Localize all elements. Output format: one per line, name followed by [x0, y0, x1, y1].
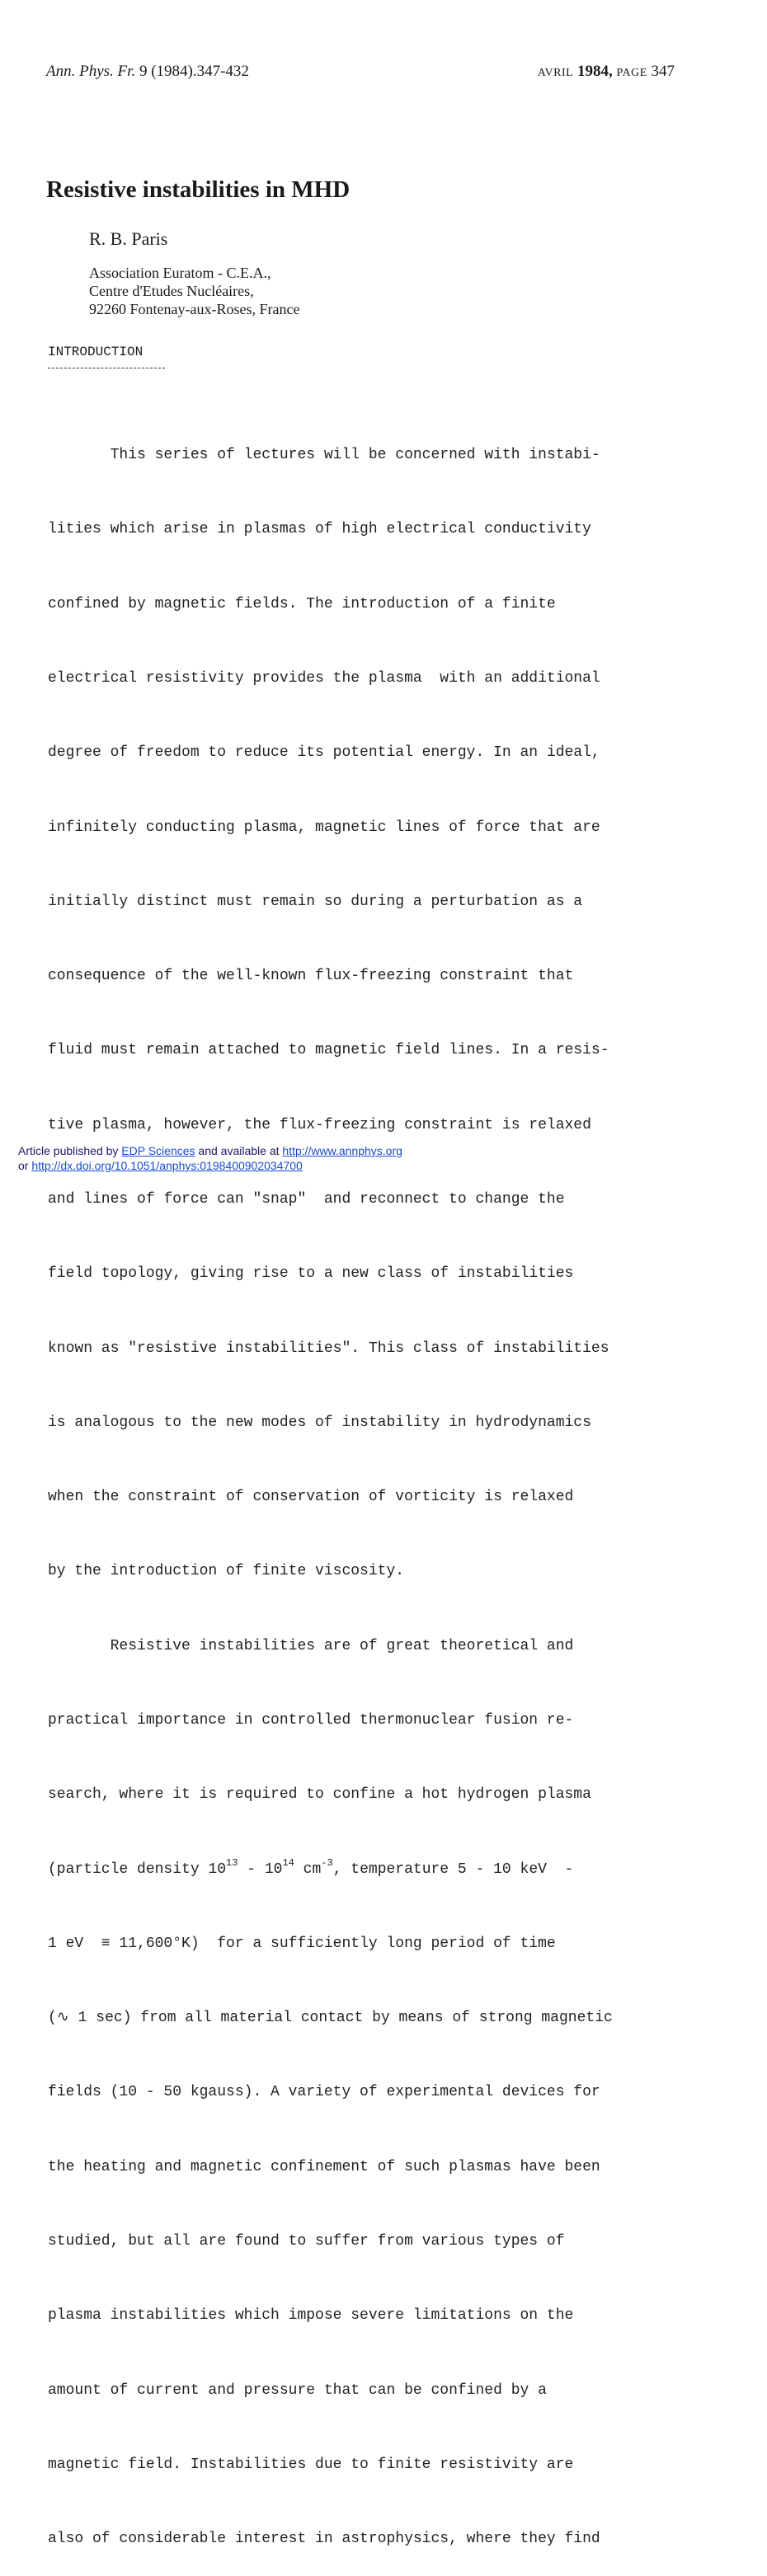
volume: 9	[139, 63, 148, 80]
body-line: consequence of the well-known flux-freezing constraint that	[48, 968, 574, 985]
body-line: plasma instabilities which impose severe limitations on the	[48, 2307, 574, 2325]
footer-line-2	[18, 1158, 402, 1173]
density-unit: cm	[294, 1860, 322, 1878]
running-header-date	[538, 63, 675, 81]
body-line-density	[48, 1857, 683, 1882]
body-line: fields (10 - 50 kgauss). A variety of experimental devices for	[48, 2084, 600, 2101]
month: AVRIL	[537, 67, 574, 79]
body-line: practical importance in controlled thermonuclear fusion re-	[48, 1711, 574, 1729]
affiliation	[89, 264, 299, 318]
body-line: (∿ 1 sec) from all material contact by means of strong magnetic	[48, 2010, 613, 2027]
body-line: This series of lectures will be concerned with instabi-	[48, 447, 600, 464]
body-line: the heating and magnetic confinement of such plasmas have been	[48, 2158, 600, 2175]
running-header-citation	[46, 63, 249, 81]
body-line: degree of freedom to reduce its potential energy. In an ideal,	[48, 744, 600, 762]
page-label: PAGE	[616, 67, 647, 79]
unit-exponent: -3	[321, 1856, 333, 1869]
author: R. B. Paris	[89, 228, 168, 249]
body-line: confined by magnetic fields. The introduction of a finite	[48, 595, 556, 612]
body-line: known as "resistive instabilities". This class of instabilities	[48, 1340, 609, 1357]
section-heading: INTRODUCTION	[48, 345, 144, 359]
body-line: electrical resistivity provides the plasma with an additional	[48, 670, 600, 687]
affiliation-line: 92260 Fontenay-aux-Roses, France	[89, 301, 300, 317]
body-line: field topology, giving rise to a new class of instabilities	[48, 1265, 574, 1283]
density-mid: - 10	[238, 1860, 283, 1878]
body-line: search, where it is required to confine a hot hydrogen plasma	[48, 1786, 591, 1804]
body-line: infinitely conducting plasma, magnetic lines of force that are	[48, 819, 600, 836]
body-line: tive plasma, however, the flux-freezing constraint is relaxed	[48, 1116, 591, 1133]
body-line: is analogous to the new modes of instability in hydrodynamics	[48, 1414, 591, 1431]
density-exponent: 13	[226, 1856, 238, 1869]
publication-footer	[18, 1143, 402, 1173]
density-suffix: , temperature 5 - 10 keV -	[332, 1860, 574, 1878]
article-title: Resistive instabilities in MHD	[46, 176, 351, 203]
density-prefix: (particle density 10	[48, 1860, 227, 1878]
year: 1984,	[576, 63, 613, 80]
page-number: 347	[651, 63, 675, 80]
doi-link[interactable]: http://dx.doi.org/10.1051/anphys:0198400902034700	[31, 1159, 303, 1172]
body-line: and lines of force can "snap" and reconnect to change the	[48, 1191, 565, 1208]
body-line: initially distinct must remain so during a perturbation as a	[48, 893, 583, 910]
body-line: Resistive instabilities are of great theoretical and	[48, 1637, 574, 1654]
publisher-link[interactable]: EDP Sciences	[121, 1144, 195, 1157]
footer-text: and available at	[198, 1144, 280, 1157]
body-line: also of considerable interest in astrophysics, where they find	[48, 2531, 600, 2548]
footer-text: or	[18, 1159, 29, 1172]
journal-name: Ann. Phys. Fr.	[46, 63, 136, 80]
body-text	[48, 393, 683, 2576]
affiliation-line: Association Euratom - C.E.A.,	[89, 265, 271, 281]
body-line: amount of current and pressure that can be confined by a	[48, 2381, 547, 2399]
body-line: fluid must remain attached to magnetic field lines. In a resis-	[48, 1042, 609, 1059]
density-exponent: 14	[282, 1856, 294, 1869]
body-line: lities which arise in plasmas of high electrical conductivity	[48, 521, 591, 538]
journal-url-link[interactable]: http://www.annphys.org	[282, 1144, 402, 1157]
body-line: studied, but all are found to suffer from various types of	[48, 2232, 565, 2250]
body-line: when the constraint of conservation of vorticity is relaxed	[48, 1489, 574, 1506]
body-line: by the introduction of finite viscosity.	[48, 1563, 405, 1580]
body-line: 1 eV ≡ 11,600°K) for a sufficiently long period of time	[48, 1935, 556, 1952]
body-line: magnetic field. Instabilities due to finite resistivity are	[48, 2456, 574, 2473]
citation-range: (1984).347-432	[151, 63, 249, 80]
footer-line-1	[18, 1143, 402, 1158]
affiliation-line: Centre d'Etudes Nucléaires,	[89, 283, 254, 299]
footer-text: Article published by	[18, 1144, 119, 1157]
